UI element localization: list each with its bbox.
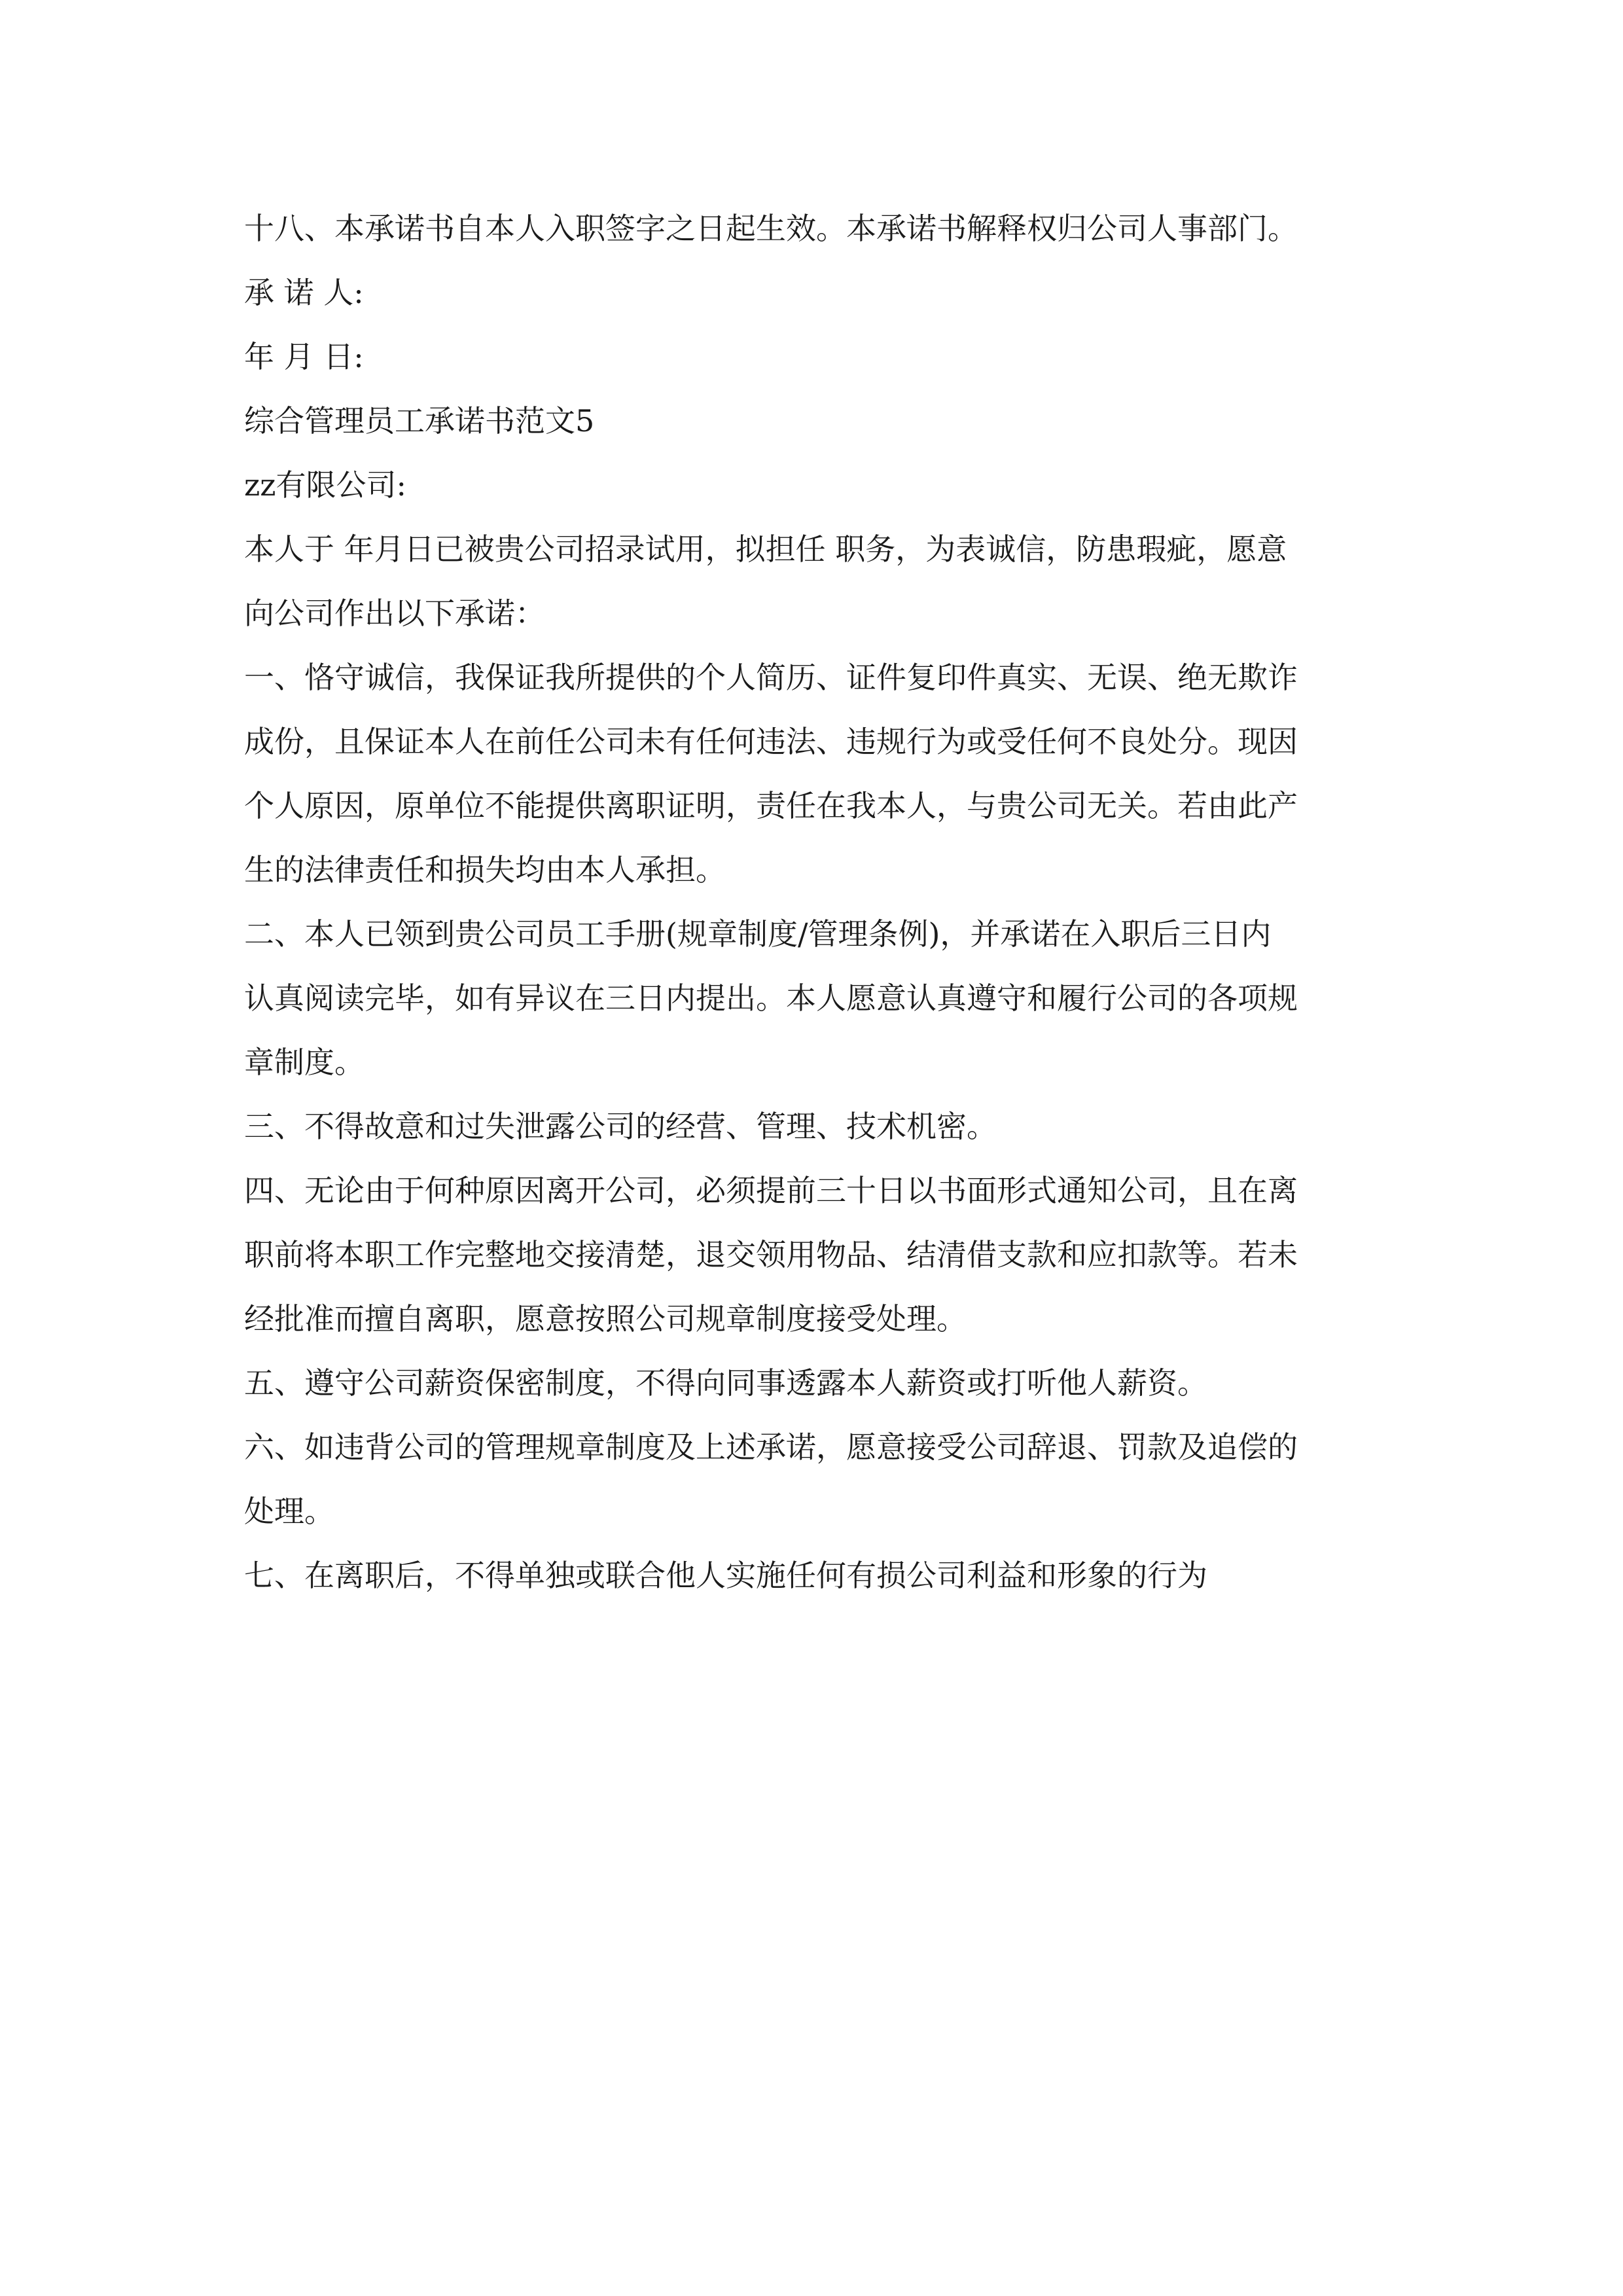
clause-one-line-1: 一、恪守诚信，我保证我所提供的个人简历、证件复印件真实、无误、绝无欺诈 <box>244 660 1298 695</box>
clause-one-line-2: 成份，且保证本人在前任公司未有任何违法、违规行为或受任何不良处分。现因 <box>244 724 1298 759</box>
clause-eighteen-line: 十八、本承诺书自本人入职签字之日起生效。本承诺书解释权归公司人事部门。 <box>244 211 1298 246</box>
clause-seven-line: 七、在离职后，不得单独或联合他人实施任何有损公司利益和形象的行为 <box>244 1558 1207 1593</box>
clause-four-line-3: 经批准而擅自离职，愿意按照公司规章制度接受处理。 <box>244 1301 967 1336</box>
clause-two-line-2: 认真阅读完毕，如有异议在三日内提出。本人愿意认真遵守和履行公司的各项规 <box>244 980 1298 1016</box>
clause-six-line-1: 六、如违背公司的管理规章制度及上述承诺，愿意接受公司辞退、罚款及追偿的 <box>244 1429 1298 1465</box>
clause-two-line-3: 章制度。 <box>244 1045 365 1080</box>
document-body <box>244 196 1396 1607</box>
intro-line-2: 向公司作出以下承诺： <box>244 596 545 631</box>
clause-five-line: 五、遵守公司薪资保密制度，不得向同事透露本人薪资或打听他人薪资。 <box>244 1365 1207 1401</box>
clause-one-line-3: 个人原因，原单位不能提供离职证明，责任在我本人，与贵公司无关。若由此产 <box>244 788 1298 823</box>
signatory-line: 承 诺 人: <box>244 275 364 310</box>
clause-two-line-1: 二、本人已领到贵公司员工手册(规章制度/管理条例)，并承诺在入职后三日内 <box>244 916 1272 952</box>
addressee-line: zz有限公司: <box>244 467 406 503</box>
section-title: 综合管理员工承诺书范文5 <box>244 403 595 439</box>
date-line: 年 月 日: <box>244 339 364 374</box>
clause-three-line: 三、不得故意和过失泄露公司的经营、管理、技术机密。 <box>244 1109 997 1144</box>
clause-four-line-1: 四、无论由于何种原因离开公司，必须提前三十日以书面形式通知公司，且在离 <box>244 1173 1298 1208</box>
clause-four-line-2: 职前将本职工作完整地交接清楚，退交领用物品、结清借支款和应扣款等。若未 <box>244 1237 1298 1272</box>
clause-one-line-4: 生的法律责任和损失均由本人承担。 <box>244 852 726 888</box>
intro-line-1: 本人于 年月日已被贵公司招录试用，拟担任 职务，为表诚信，防患瑕疵，愿意 <box>244 531 1287 567</box>
clause-six-line-2: 处理。 <box>244 1494 334 1529</box>
